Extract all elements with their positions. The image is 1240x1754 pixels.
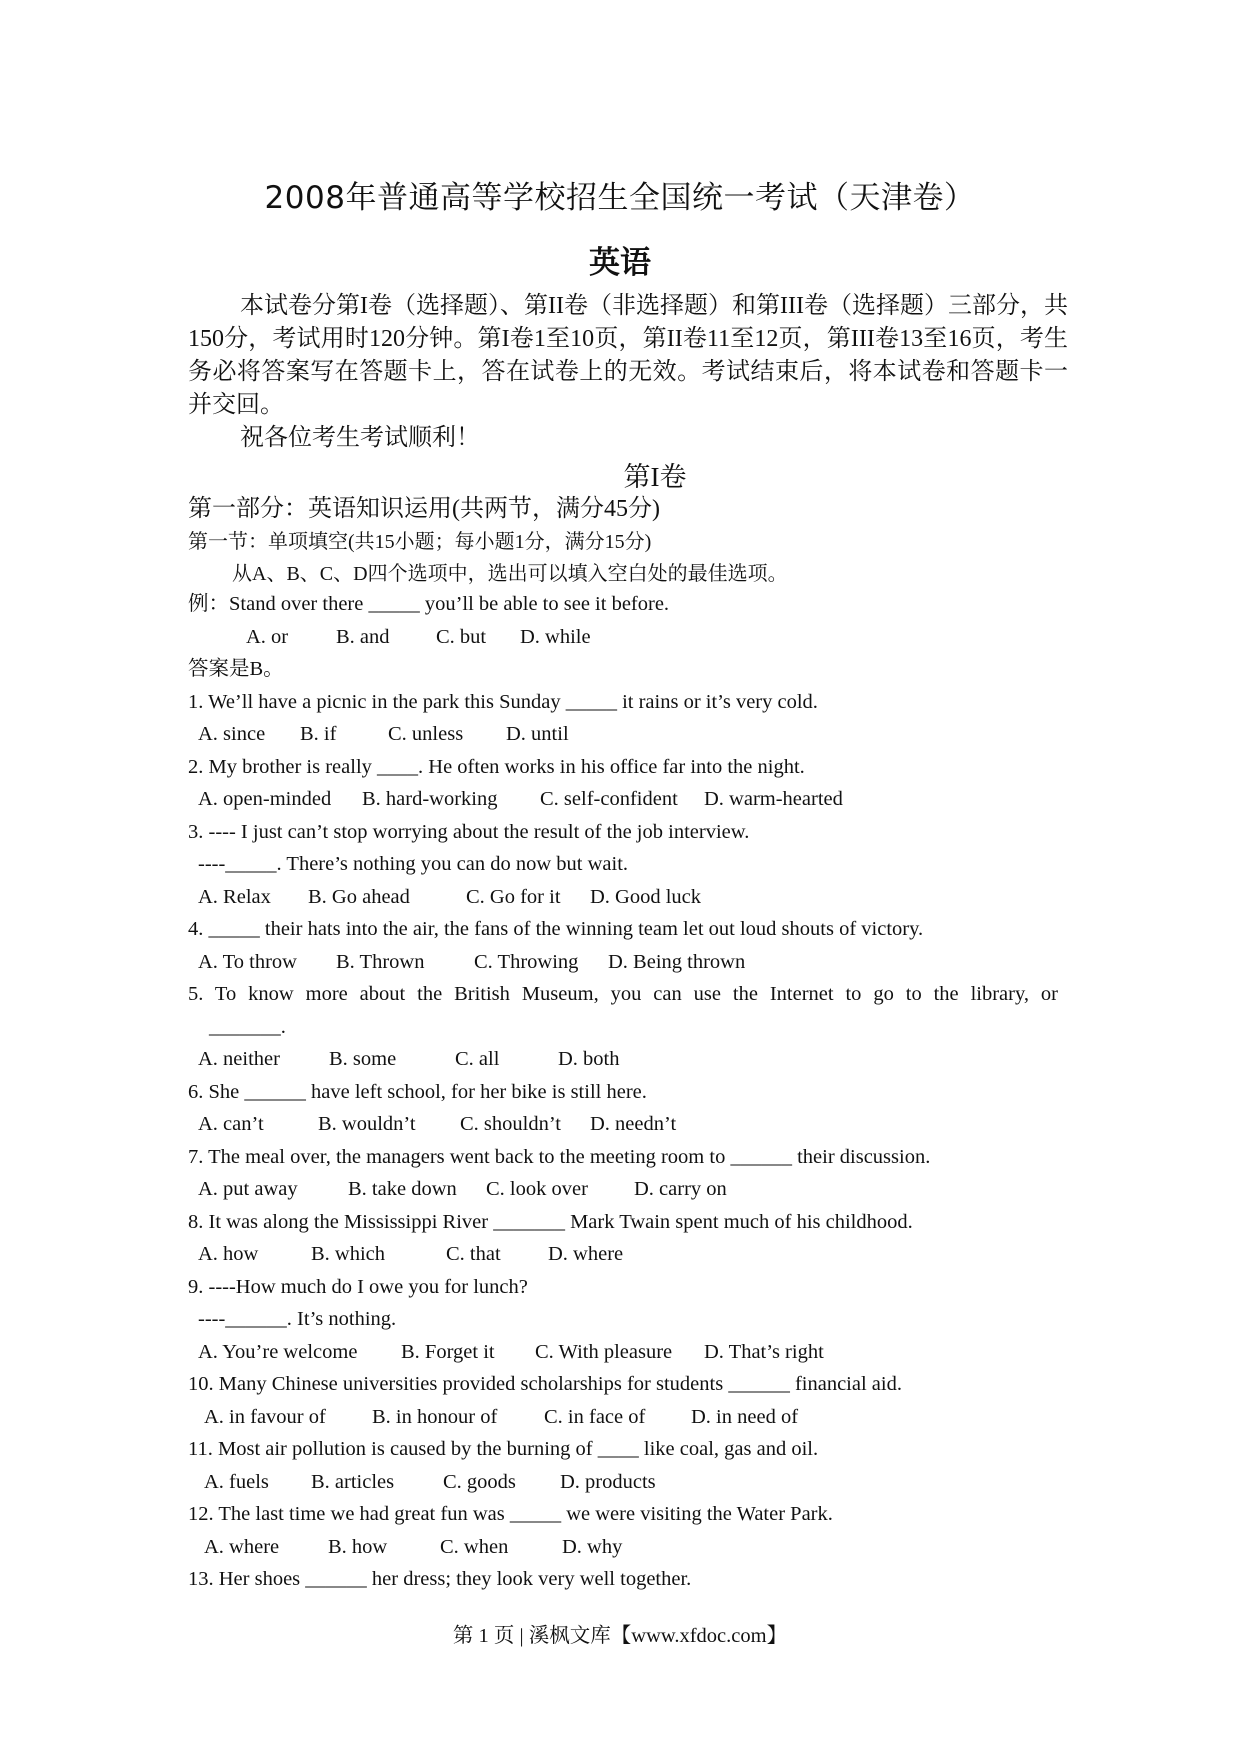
question-options	[188, 1531, 1058, 1564]
option: C. Throwing	[474, 950, 579, 973]
subject-title: 英语	[589, 245, 651, 281]
option: A. To throw	[198, 950, 297, 973]
question-continuation: _______.	[209, 1015, 286, 1038]
option: D. why	[562, 1535, 623, 1558]
option: A. put away	[198, 1178, 298, 1200]
question-stem: 10. Many Chinese universities provided scholarships for students ______ financial aid.	[188, 1373, 902, 1395]
option: D. That’s right	[704, 1340, 824, 1363]
question-stem: 8. It was along the Mississippi River _______ Mark Twain spent much of his childhood.	[188, 1210, 913, 1233]
option: B. and	[336, 625, 390, 648]
instruction-text: 从A、B、C、D四个选项中，选出可以填入空白处的最佳选项。	[232, 563, 788, 585]
option: B. wouldn’t	[318, 1113, 416, 1135]
option: A. neither	[198, 1048, 280, 1070]
question-options	[188, 946, 1058, 979]
option: D. needn’t	[590, 1113, 677, 1135]
question-options	[188, 1108, 1058, 1141]
option: B. some	[329, 1048, 397, 1070]
option: A. in favour of	[204, 1405, 326, 1428]
option: D. Good luck	[590, 885, 702, 908]
option: B. Go ahead	[308, 885, 410, 908]
option: D. both	[558, 1048, 620, 1070]
question-options	[188, 718, 1058, 751]
option: C. unless	[388, 723, 464, 745]
option: A. can’t	[198, 1113, 264, 1135]
question-stem: 9. ----How much do I owe you for lunch?	[188, 1275, 528, 1298]
option: A. fuels	[204, 1470, 269, 1493]
page-footer: 第 1 页 | 溪枫文库【www.xfdoc.com】	[452, 1625, 788, 1647]
option: C. that	[446, 1243, 501, 1265]
question-stem: 3. ---- I just can’t stop worrying about the result of the job interview.	[188, 820, 750, 843]
question-stem: 12. The last time we had great fun was _____ we were visiting the Water Park.	[188, 1503, 833, 1525]
option: C. but	[436, 625, 487, 648]
question-stem: 13. Her shoes ______ her dress; they look very well together.	[188, 1568, 692, 1590]
option: D. products	[560, 1470, 656, 1493]
question-stem: 4. _____ their hats into the air, the fans of the winning team let out loud shouts of victory.	[188, 918, 924, 940]
question-options	[188, 1238, 1058, 1271]
option: B. which	[311, 1243, 386, 1265]
intro-text	[188, 290, 1068, 455]
option: A. or	[246, 625, 289, 648]
option: B. if	[300, 723, 337, 745]
question-options	[188, 1043, 1058, 1076]
question-options	[188, 1173, 1058, 1206]
option: C. in face of	[544, 1405, 646, 1428]
question-stem: 1. We’ll have a picnic in the park this Sunday _____ it rains or it’s very cold.	[188, 690, 818, 713]
example-options	[188, 621, 1058, 654]
question-stem: 6. She ______ have left school, for her bike is still here.	[188, 1080, 647, 1103]
option: D. Being thrown	[608, 950, 746, 973]
option: B. how	[328, 1535, 388, 1558]
intro-paragraph: 本试卷分第I卷（选择题）、第II卷（非选择题）和第III卷（选择题）三部分，共150分，考试用时120分钟。第I卷1至10页，第II卷11至12页，第III卷13至16页，考生务必将答案写在答题卡上，答在试卷上的无效。考试结束后，将本试卷和答题卡一并交回。	[188, 293, 1068, 418]
option: D. while	[520, 625, 591, 648]
question-stem: 11. Most air pollution is caused by the burning of ____ like coal, gas and oil.	[188, 1438, 819, 1460]
page-title: 2008年普通高等学校招生全国统一考试（天津卷）	[264, 180, 976, 216]
question-options	[188, 1466, 1058, 1499]
option: C. all	[455, 1048, 500, 1070]
question-reply: ----_____. There’s nothing you can do now but wait.	[198, 853, 629, 875]
question-stem: 2. My brother is really ____. He often works in his office far into the night.	[188, 755, 805, 778]
option: C. self-confident	[540, 788, 678, 810]
option: C. Go for it	[466, 885, 561, 908]
example-stem: 例：Stand over there _____ you’ll be able to see it before.	[188, 593, 670, 615]
option: B. articles	[311, 1470, 395, 1493]
option: A. since	[198, 723, 266, 745]
option: C. goods	[443, 1470, 516, 1493]
option: C. With pleasure	[535, 1340, 673, 1363]
option: D. in need of	[691, 1405, 799, 1428]
option: A. You’re welcome	[198, 1340, 358, 1363]
option: B. take down	[348, 1178, 457, 1200]
option: A. Relax	[198, 885, 271, 908]
question-options	[188, 783, 1058, 816]
option: D. where	[548, 1243, 624, 1265]
part-heading: 第一部分：英语知识运用(共两节，满分45分)	[188, 496, 660, 522]
question-list	[188, 588, 1058, 1596]
section-heading: 第一节：单项填空(共15小题；每小题1分，满分15分)	[188, 531, 652, 553]
option: A. how	[198, 1243, 259, 1265]
option: B. Thrown	[336, 950, 425, 973]
question-stem: 7. The meal over, the managers went back to the meeting room to ______ their discussion.	[188, 1145, 931, 1168]
question-options	[188, 881, 1058, 914]
option: C. look over	[486, 1178, 588, 1200]
option: A. open-minded	[198, 788, 332, 810]
example-answer: 答案是B。	[188, 658, 284, 680]
option: B. hard-working	[362, 788, 498, 810]
option: A. where	[204, 1535, 280, 1558]
good-luck-line: 祝各位考生考试顺利！	[240, 425, 480, 451]
question-options	[188, 1401, 1058, 1434]
option: D. until	[506, 723, 569, 745]
option: D. carry on	[634, 1178, 727, 1200]
option: B. Forget it	[401, 1340, 495, 1363]
option: C. when	[440, 1535, 509, 1558]
option: D. warm-hearted	[704, 788, 843, 810]
question-options	[188, 1336, 1058, 1369]
question-stem: 5. To know more about the British Museum, you can use the Internet to go to the library, or	[188, 983, 1058, 1005]
option: C. shouldn’t	[460, 1113, 561, 1135]
volume-heading: 第I卷	[623, 462, 687, 492]
question-reply: ----______. It’s nothing.	[198, 1308, 397, 1330]
option: B. in honour of	[372, 1405, 498, 1428]
